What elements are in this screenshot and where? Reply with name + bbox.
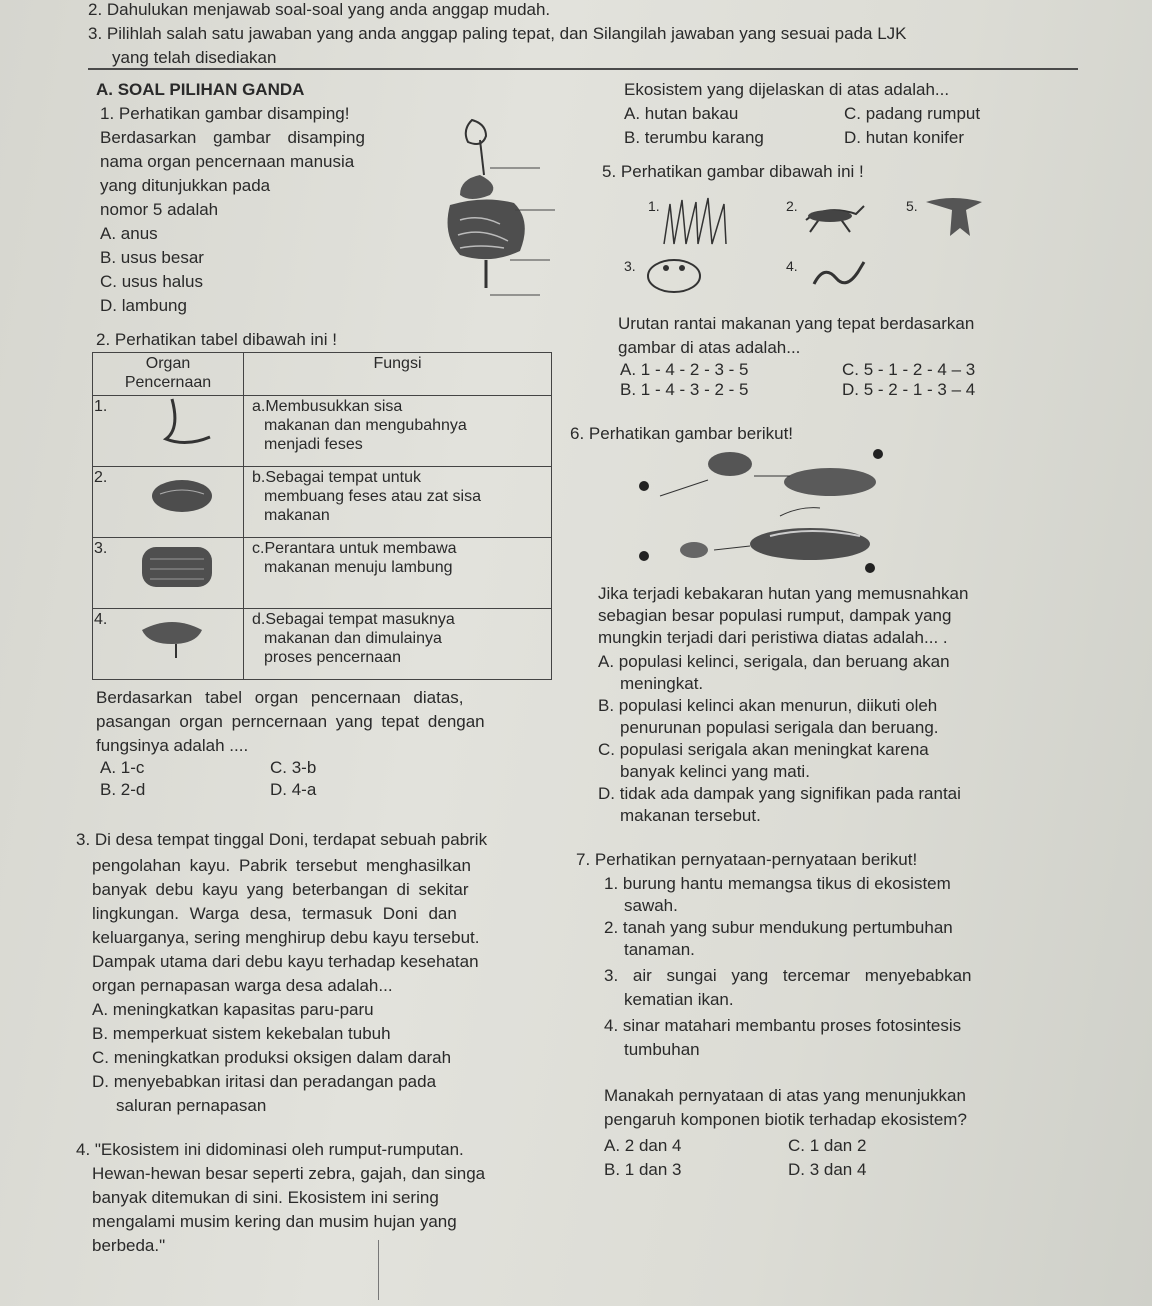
q1-option-b: B. usus besar	[100, 248, 204, 267]
q5-label-5: 5.	[906, 198, 918, 214]
organ-cell	[93, 538, 244, 609]
q7-statement: 1. burung hantu memangsa tikus di ekosistem	[604, 874, 951, 893]
table-row	[93, 467, 552, 538]
header-organ-line: Organ	[145, 355, 191, 372]
q4-line: berbeda."	[92, 1236, 166, 1255]
q2-option-a: A. 1-c	[100, 758, 145, 777]
table-row	[93, 396, 552, 467]
eagle-image	[920, 192, 990, 242]
q3-line: keluarganya, sering menghirup debu kayu tersebut.	[92, 928, 480, 947]
frog-image	[640, 250, 710, 300]
section-title: A. SOAL PILIHAN GANDA	[96, 80, 305, 99]
q3-option-d-cont: saluran pernapasan	[116, 1096, 267, 1115]
q2-title: 2. Perhatikan tabel dibawah ini !	[96, 330, 337, 349]
organ-cell	[93, 467, 244, 538]
q6-option-c-cont: banyak kelinci yang mati.	[620, 762, 810, 781]
table-header-fungsi: Fungsi	[244, 353, 552, 396]
q7-statement: 3. air sungai yang tercemar menyebabkan	[604, 966, 972, 985]
instruction-2: 2. Dahulukan menjawab soal-soal yang anda anggap mudah.	[88, 0, 551, 19]
q7-statement: kematian ikan.	[624, 990, 734, 1009]
q1-line: yang ditunjukkan pada	[100, 176, 271, 195]
q5-label-3: 3.	[624, 258, 636, 274]
organ-number: 3.	[94, 540, 108, 557]
q7-question: pengaruh komponen biotik terhadap ekosistem?	[604, 1110, 967, 1129]
fungsi-line: menjadi feses	[264, 436, 363, 453]
q2-option-d: D. 4-a	[270, 780, 317, 799]
digestive-system-illustration	[420, 110, 570, 310]
q1-option-c: C. usus halus	[100, 272, 203, 291]
q5-question: Urutan rantai makanan yang tepat berdasarkan	[618, 314, 975, 333]
q2-option-c: C. 3-b	[270, 758, 317, 777]
organ-number: 4.	[94, 611, 108, 628]
mouth-icon	[132, 610, 222, 662]
q5-option-c: C. 5 - 1 - 2 - 4 – 3	[842, 360, 976, 379]
organ-number: 2.	[94, 469, 108, 486]
fungsi-line: b.Sebagai tempat untuk	[252, 469, 422, 486]
q1-line: Berdasarkan gambar disamping	[100, 128, 365, 147]
large-intestine-icon	[142, 468, 222, 516]
fungsi-line: makanan dan mengubahnya	[264, 417, 467, 434]
q3-option-a: A. meningkatkan kapasitas paru-paru	[92, 1000, 374, 1019]
q4-question: Ekosistem yang dijelaskan di atas adalah...	[624, 80, 950, 99]
grasshopper-image	[800, 196, 870, 236]
fungsi-line: d.Sebagai tempat masuknya	[252, 611, 455, 628]
q2-after: fungsinya adalah ....	[96, 736, 249, 755]
fold-mark	[378, 1240, 379, 1300]
esophagus-icon	[152, 397, 232, 445]
q5-label-4: 4.	[786, 258, 798, 274]
organ-function-table	[92, 352, 552, 680]
q4-line: 4. "Ekosistem ini didominasi oleh rumput-rumputan.	[76, 1140, 464, 1159]
q7-statement: tanaman.	[624, 940, 695, 959]
grass-image	[660, 196, 740, 246]
header-organ-line: Pencernaan	[124, 374, 212, 391]
food-web-illustration	[630, 446, 890, 576]
fungsi-cell	[244, 396, 552, 467]
q7-statement: 2. tanah yang subur mendukung pertumbuhan	[604, 918, 953, 937]
fungsi-line: makanan	[264, 507, 330, 524]
fungsi-line: membuang feses atau zat sisa	[264, 488, 482, 505]
q4-option-c: C. padang rumput	[844, 104, 981, 123]
q4-line: banyak ditemukan di sini. Ekosistem ini sering	[92, 1188, 439, 1207]
q4-option-d: D. hutan konifer	[844, 128, 965, 147]
q2-after: Berdasarkan tabel organ pencernaan diatas,	[96, 688, 464, 707]
q6-question: sebagian besar populasi rumput, dampak yang	[598, 606, 952, 625]
q5-label-1: 1.	[648, 198, 660, 214]
q4-option-a: A. hutan bakau	[624, 104, 739, 123]
q5-question: gambar di atas adalah...	[618, 338, 801, 357]
q3-line: banyak debu kayu yang beterbangan di sekitar	[92, 880, 469, 899]
header-divider	[88, 68, 1078, 70]
q7-statement: 4. sinar matahari membantu proses fotosintesis	[604, 1016, 962, 1035]
q1-line: nomor 5 adalah	[100, 200, 219, 219]
fungsi-line: proses pencernaan	[264, 649, 401, 666]
q6-option-a: A. populasi kelinci, serigala, dan beruang akan	[598, 652, 950, 671]
q6-option-c: C. populasi serigala akan meningkat karena	[598, 740, 929, 759]
q4-line: Hewan-hewan besar seperti zebra, gajah, dan singa	[92, 1164, 486, 1183]
q3-line: Dampak utama dari debu kayu terhadap kesehatan	[92, 952, 479, 971]
q7-statement: tumbuhan	[624, 1040, 700, 1059]
q4-option-b: B. terumbu karang	[624, 128, 764, 147]
table-row	[93, 538, 552, 609]
organ-cell	[93, 609, 244, 680]
q3-option-d: D. menyebabkan iritasi dan peradangan pada	[92, 1072, 437, 1091]
q7-option-a: A. 2 dan 4	[604, 1136, 682, 1155]
fungsi-line: makanan dan dimulainya	[264, 630, 442, 647]
q3-line: pengolahan kayu. Pabrik tersebut menghasilkan	[92, 856, 471, 875]
q6-option-d: D. tidak ada dampak yang signifikan pada rantai	[598, 784, 961, 803]
q7-option-d: D. 3 dan 4	[788, 1160, 867, 1179]
q6-option-b: B. populasi kelinci akan menurun, diikuti oleh	[598, 696, 938, 715]
q5-option-a: A. 1 - 4 - 2 - 3 - 5	[620, 360, 749, 379]
fungsi-line: makanan menuju lambung	[264, 559, 453, 576]
fungsi-cell	[244, 538, 552, 609]
instruction-3: 3. Pilihlah salah satu jawaban yang anda anggap paling tepat, dan Silangilah jawaban yang sesuai pada LJK	[88, 24, 907, 43]
q6-question: Jika terjadi kebakaran hutan yang memusnahkan	[598, 584, 969, 603]
q5-label-2: 2.	[786, 198, 798, 214]
fungsi-line: c.Perantara untuk membawa	[252, 540, 457, 557]
q7-option-b: B. 1 dan 3	[604, 1160, 682, 1179]
q5-option-b: B. 1 - 4 - 3 - 2 - 5	[620, 380, 749, 399]
q7-statement: sawah.	[624, 896, 678, 915]
organ-cell	[93, 396, 244, 467]
table-row	[93, 609, 552, 680]
q3-option-b: B. memperkuat sistem kekebalan tubuh	[92, 1024, 391, 1043]
q1-line: nama organ pencernaan manusia	[100, 152, 355, 171]
fungsi-cell	[244, 609, 552, 680]
q6-option-a-cont: meningkat.	[620, 674, 704, 693]
q3-option-c: C. meningkatkan produksi oksigen dalam darah	[92, 1048, 452, 1067]
fungsi-cell	[244, 467, 552, 538]
q7-question: Manakah pernyataan di atas yang menunjukkan	[604, 1086, 966, 1105]
snake-image	[810, 254, 870, 294]
q3-line: lingkungan. Warga desa, termasuk Doni dan	[92, 904, 457, 923]
q6-option-b-cont: penurunan populasi serigala dan beruang.	[620, 718, 939, 737]
q6-question: mungkin terjadi dari peristiwa diatas adalah... .	[598, 628, 948, 647]
q7-title: 7. Perhatikan pernyataan-pernyataan berikut!	[576, 850, 918, 869]
q6-option-d-cont: makanan tersebut.	[620, 806, 761, 825]
q6-title: 6. Perhatikan gambar berikut!	[570, 424, 794, 443]
organ-number: 1.	[94, 398, 108, 415]
q5-title: 5. Perhatikan gambar dibawah ini !	[602, 162, 864, 181]
q1-line: 1. Perhatikan gambar disamping!	[100, 104, 350, 123]
table-header-organ	[93, 353, 244, 396]
q3-line: 3. Di desa tempat tinggal Doni, terdapat sebuah pabrik	[76, 830, 488, 849]
q1-option-a: A. anus	[100, 224, 158, 243]
small-intestine-icon	[132, 539, 222, 591]
q3-line: organ pernapasan warga desa adalah...	[92, 976, 393, 995]
fungsi-line: a.Membusukkan sisa	[252, 398, 403, 415]
q1-option-d: D. lambung	[100, 296, 187, 315]
q4-line: mengalami musim kering dan musim hujan yang	[92, 1212, 457, 1231]
instruction-3-cont: yang telah disediakan	[112, 48, 277, 67]
q2-after: pasangan organ perncernaan yang tepat dengan	[96, 712, 485, 731]
q7-option-c: C. 1 dan 2	[788, 1136, 867, 1155]
q2-option-b: B. 2-d	[100, 780, 146, 799]
q5-option-d: D. 5 - 2 - 1 - 3 – 4	[842, 380, 976, 399]
